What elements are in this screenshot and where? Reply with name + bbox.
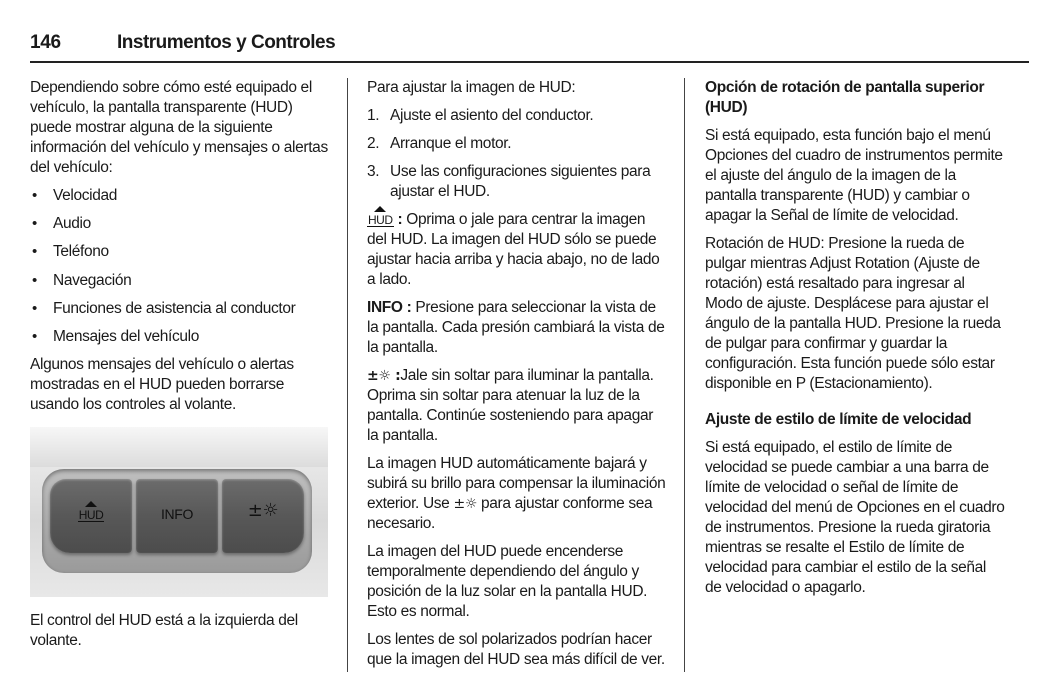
list-item: • Mensajes del vehículo xyxy=(30,327,330,347)
info-button-label: INFO xyxy=(160,506,194,523)
info-button xyxy=(136,479,218,553)
brightness-icon: ±☼ xyxy=(247,500,279,522)
list-item: • Funciones de asistencia al conductor xyxy=(30,299,330,319)
intro-paragraph: Dependiendo sobre cómo esté equipado el vehículo, la pantalla transparente (HUD) puede mostrar alguna de la siguiente información del vehículo y mensajes o alertas del vehículo: xyxy=(30,79,328,176)
list-item: • Navegación xyxy=(30,271,330,291)
auto-text-a: La imagen HUD automáticamente bajará y subirá su brillo para compensar la iluminación exterior. Use xyxy=(367,455,666,512)
step-number: 3. xyxy=(367,163,380,180)
speed-limit-paragraph: Si está equipado, el estilo de límite de velocidad se puede cambiar a una barra de límite de velocidad o señal de límite de velocidad del menú de Opciones en el cuadro de instrumentos. Presione la rueda giratoria mientras se resalte el Estilo de límite de velocidad para cambiar el estilo de la señal de velocidad o apagarlo. xyxy=(705,439,1005,596)
hud-paragraph: HUD : Oprima o jale para centrar la imagen del HUD. La imagen del HUD sólo se puede ajustar hacia arriba y hacia abajo, no de lado a lado. xyxy=(367,211,660,288)
control-panel xyxy=(42,469,312,573)
column-divider-1 xyxy=(347,78,348,672)
header-rule xyxy=(30,61,1029,63)
column-3 xyxy=(705,78,1005,606)
column-2 xyxy=(367,78,667,678)
list-item: • Velocidad xyxy=(30,186,330,206)
step-text: Arranque el motor. xyxy=(390,135,512,152)
step-item xyxy=(367,106,667,126)
photo-top-band xyxy=(30,427,328,467)
step-text: Ajuste el asiento del conductor. xyxy=(390,107,594,124)
brightness-paragraph xyxy=(367,366,667,446)
brightness-text: Jale sin soltar para iluminar la pantalla. Oprima sin soltar para atenuar la luz de la pantalla. Continúe sosteniendo para apagar la pantalla. xyxy=(367,367,654,444)
hud-button xyxy=(50,479,132,553)
info-paragraph xyxy=(367,298,667,358)
adjust-steps xyxy=(367,106,667,202)
column-1 xyxy=(30,78,330,659)
rotation-paragraph-2: Rotación de HUD: Presione la rueda de pulgar mientras Adjust Rotation (Ajuste de rotación) está resaltado para ingresar al Modo de ajuste. Desplácese para ajustar el ángulo de la pantalla HUD. Presione la rueda de pulgar para confirmar y guardar la configuración. Esta función puede sólo estar disponible en P (Estacionamiento). xyxy=(705,235,1001,392)
rotation-paragraph-1: Si está equipado, esta función bajo el menú Opciones del cuadro de instrumentos permite el ajuste del ángulo de la imagen de la pantalla transparente (HUD) y cambiar o apagar la Señal de límite de velocidad. xyxy=(705,127,1003,224)
info-text: Presione para seleccionar la vista de la pantalla. Cada presión cambiará la vista de la pantalla. xyxy=(367,299,665,356)
hud-info-list xyxy=(30,186,330,347)
hud-controls-photo xyxy=(30,427,328,597)
photo-caption: El control del HUD está a la izquierda del volante. xyxy=(30,612,298,650)
list-item: • Teléfono xyxy=(30,242,330,262)
brightness-button xyxy=(222,479,304,553)
messages-paragraph: Algunos mensajes del vehículo o alertas mostradas en el HUD pueden borrarse usando los controles al volante. xyxy=(30,356,294,414)
info-label: INFO : xyxy=(367,299,412,316)
column-divider-2 xyxy=(684,78,685,672)
page-number: 146 xyxy=(30,32,61,53)
hud-icon: HUD xyxy=(78,508,104,523)
auto-text-b: para ajustar conforme sea necesario. xyxy=(367,495,653,532)
step-item xyxy=(367,162,667,202)
speed-limit-heading: Ajuste de estilo de límite de velocidad xyxy=(705,411,972,428)
hud-text: Oprima o jale para centrar la imagen del HUD. La imagen del HUD sólo se puede ajustar hacia arriba y hacia abajo, no de lado a lado. xyxy=(367,211,660,288)
step-number: 2. xyxy=(367,135,380,152)
list-item: • Audio xyxy=(30,214,330,234)
hud-icon: HUD xyxy=(368,213,393,227)
step-text: Use las configuraciones siguientes para ajustar el HUD. xyxy=(390,163,651,200)
brightness-icon: ±☼ : xyxy=(367,368,401,384)
step-item xyxy=(367,134,667,154)
adjust-intro: Para ajustar la imagen de HUD: xyxy=(367,79,576,96)
temporary-paragraph: La imagen del HUD puede encenderse temporalmente dependiendo del ángulo y posición de la luz solar en la pantalla HUD. Esto es normal. xyxy=(367,543,648,620)
sunglasses-paragraph: Los lentes de sol polarizados podrían hacer que la imagen del HUD sea más difícil de ver. xyxy=(367,631,665,668)
page-header xyxy=(30,30,1029,64)
section-title: Instrumentos y Controles xyxy=(117,32,336,53)
step-number: 1. xyxy=(367,107,380,124)
auto-brightness-paragraph xyxy=(367,454,667,534)
brightness-icon: ±☼ xyxy=(453,496,478,512)
rotation-heading: Opción de rotación de pantalla superior (HUD) xyxy=(705,79,985,116)
